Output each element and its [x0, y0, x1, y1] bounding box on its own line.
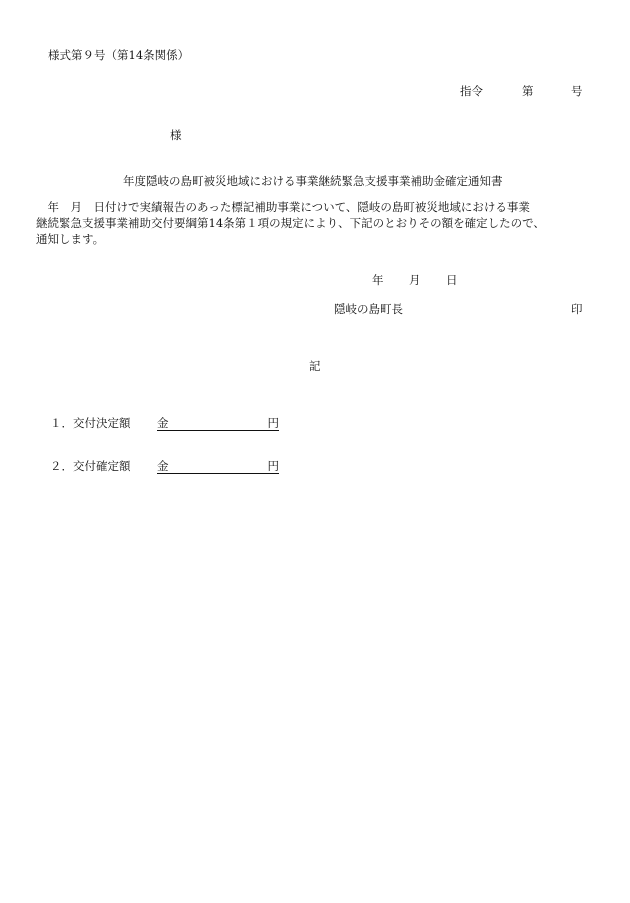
- reference-go: 号: [571, 84, 583, 98]
- seal-mark: 印: [571, 302, 583, 316]
- date-day: 日: [446, 273, 458, 287]
- date-year: 年: [372, 273, 384, 287]
- body-line: 継続緊急支援事業補助交付要綱第14条第１項の規定により、下記のとおりその額を確定したので、: [36, 216, 545, 230]
- reference-prefix: 指令: [460, 84, 483, 98]
- item-label: １．交付決定額: [50, 416, 131, 430]
- ki-heading: 記: [309, 359, 321, 373]
- body-line: 通知します。: [36, 232, 105, 246]
- item-label: ２．交付確定額: [50, 459, 131, 473]
- date-month: 月: [409, 273, 421, 287]
- document-title: 年度隠岐の島町被災地域における事業継続緊急支援事業補助金確定通知書: [123, 174, 503, 188]
- body-line: 年 月 日付けで実績報告のあった標記補助事業について、隠岐の島町被災地域における事業: [36, 200, 530, 214]
- body-text: [36, 199, 545, 247]
- item-amount: 金 円: [157, 459, 279, 473]
- addressee-suffix: 様: [170, 128, 182, 142]
- issuer: 隠岐の島町長: [334, 302, 403, 316]
- reference-dai: 第: [522, 84, 534, 98]
- item-amount: 金 円: [157, 416, 279, 430]
- form-number: 様式第９号（第14条関係）: [48, 48, 190, 62]
